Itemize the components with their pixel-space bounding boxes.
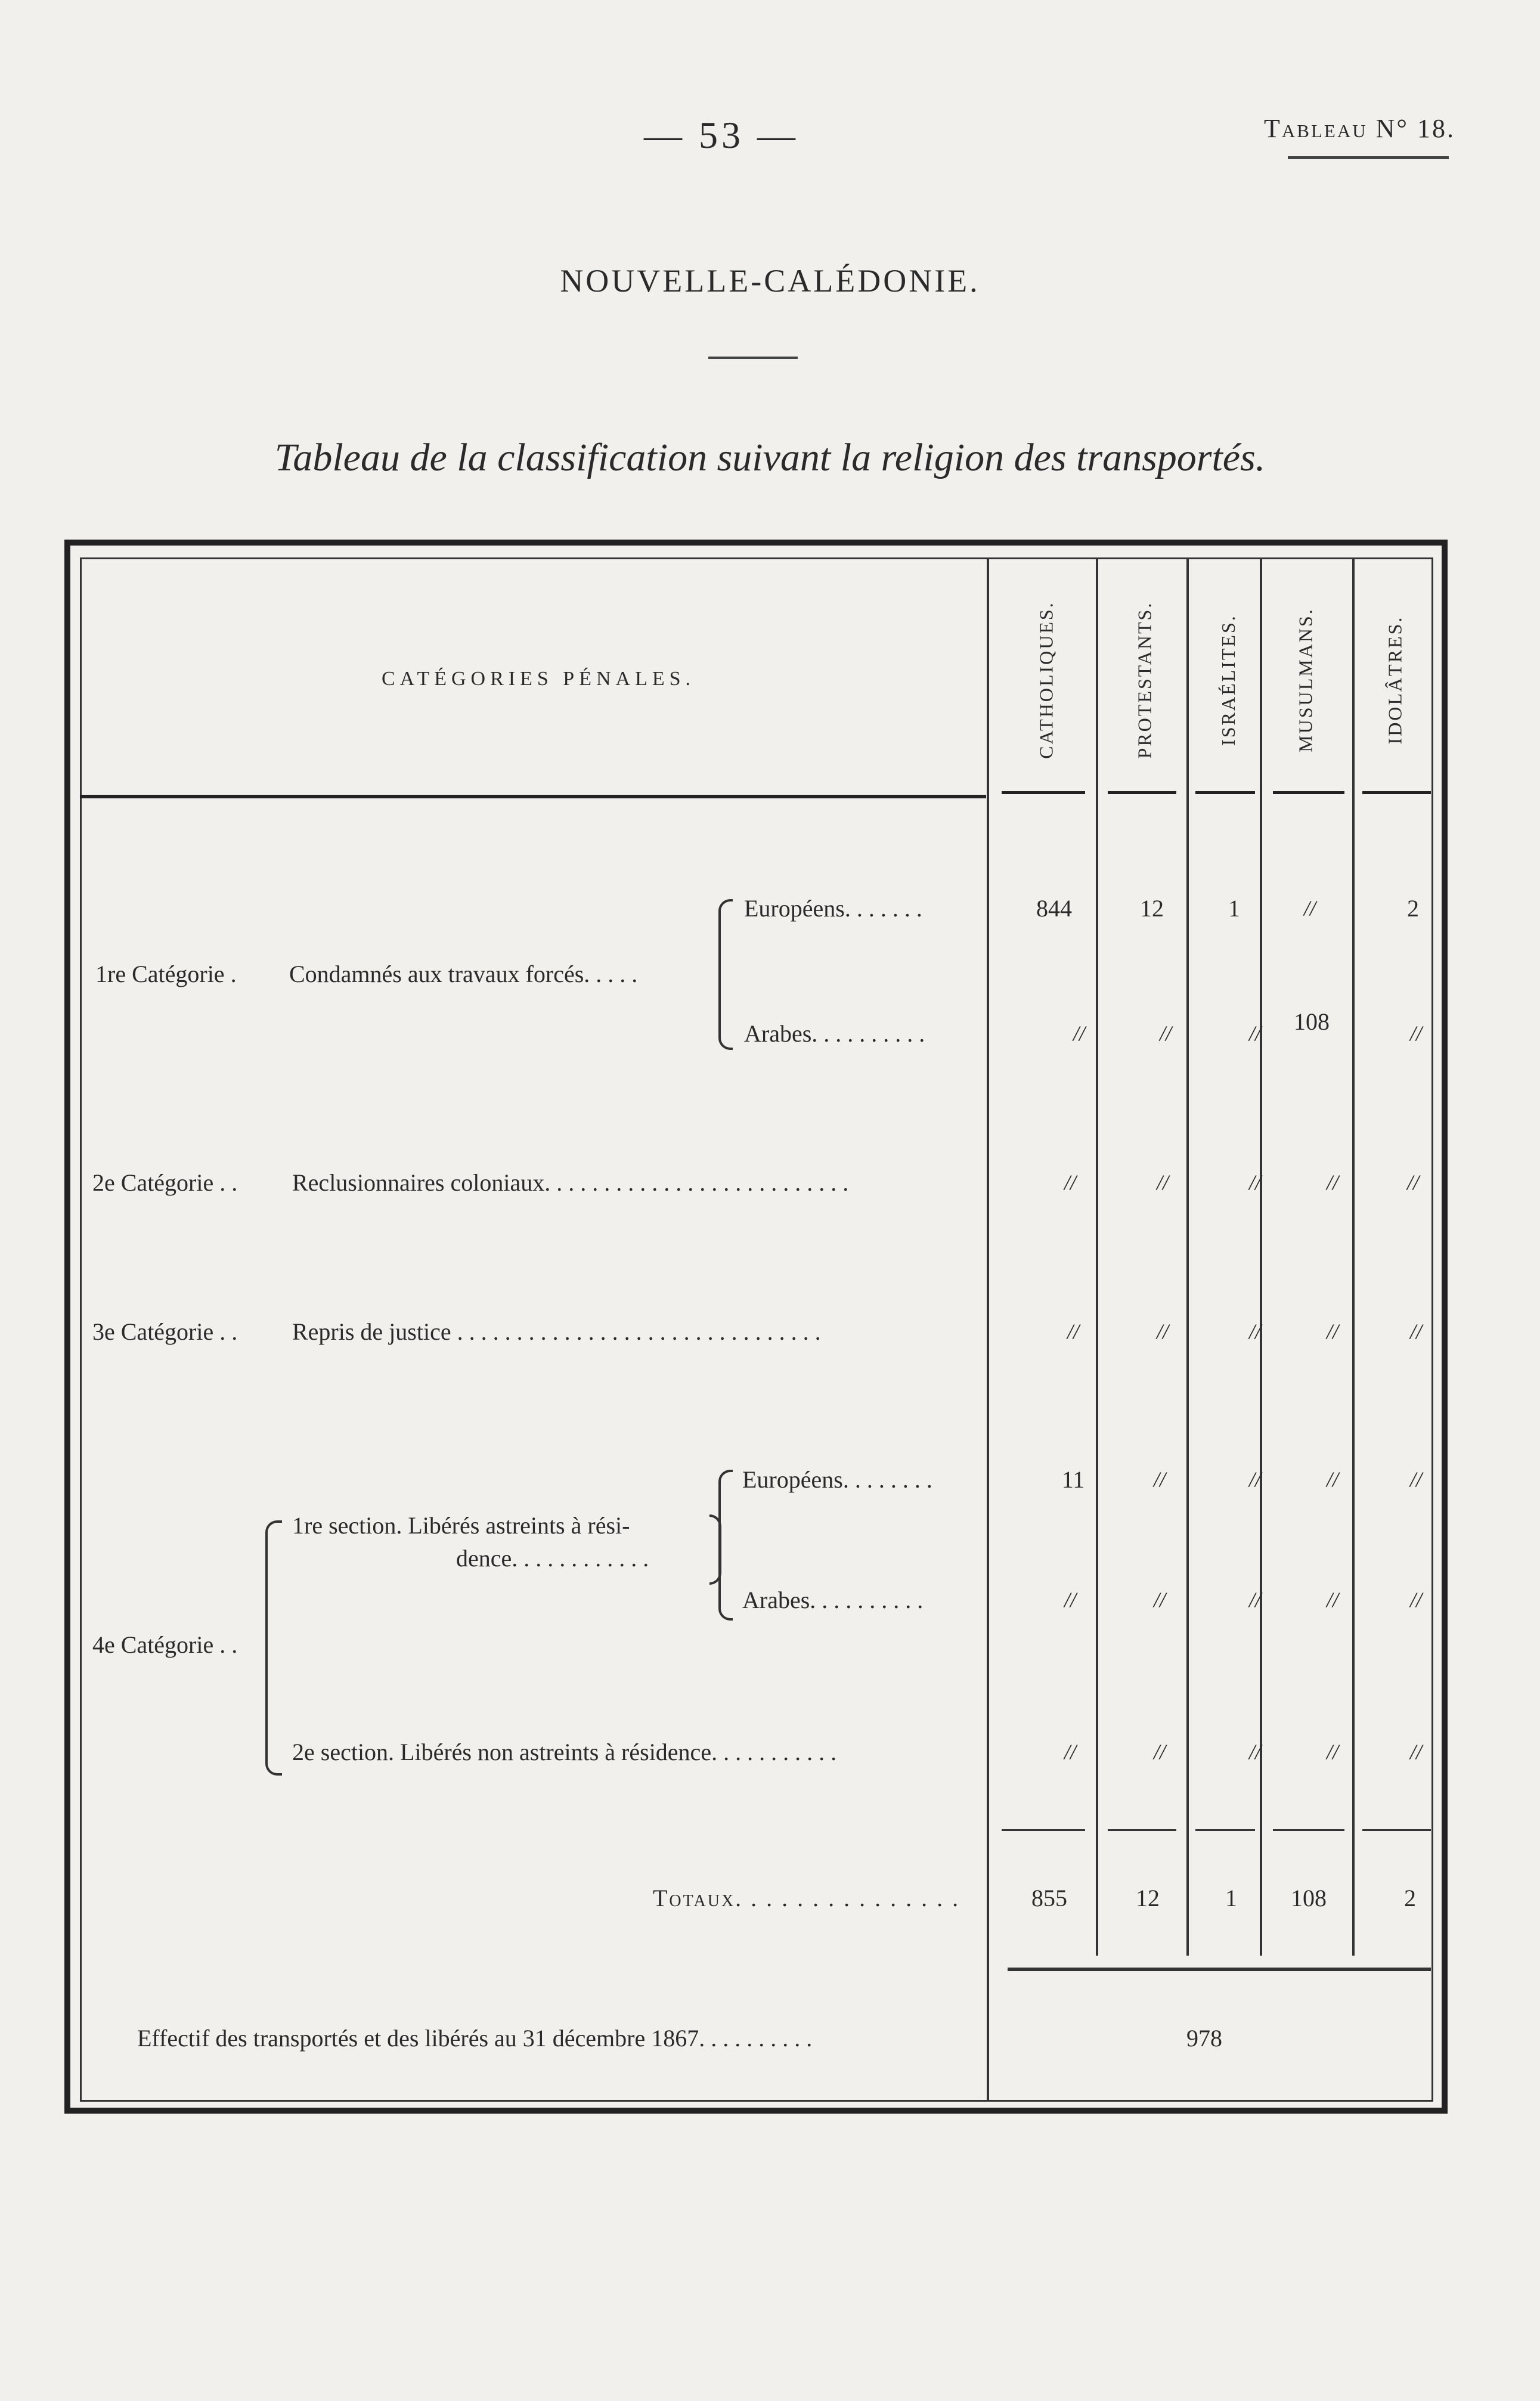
- cell-value: //: [1153, 1740, 1166, 1764]
- title-rule: [708, 357, 798, 359]
- section2-label: 2e section. Libérés non astreints à résidence. . . . . . . . . . .: [292, 1739, 837, 1765]
- cell-value: //: [1064, 1588, 1076, 1612]
- cell-value: 11: [1061, 1466, 1085, 1493]
- category-label-4: 4e Catégorie . .: [92, 1631, 238, 1658]
- cell-value: 108: [1294, 1008, 1330, 1035]
- subrow-label: Arabes. . . . . . . . . .: [742, 1587, 924, 1613]
- totals-rule: [1273, 1829, 1344, 1831]
- category-description-2: Reclusionnaires coloniaux. . . . . . . . . . . . . . . . . . . . . . . . . .: [292, 1169, 849, 1196]
- cell-value: //: [1153, 1467, 1166, 1491]
- cell-value: //: [1303, 896, 1316, 920]
- cell-value: //: [1064, 1740, 1076, 1764]
- cell-value: //: [1409, 1319, 1422, 1343]
- brace-4: [265, 1520, 282, 1776]
- brace-1: [718, 899, 733, 1050]
- category-label-2: 2e Catégorie . .: [92, 1169, 238, 1196]
- category-column-header: CATÉGORIES PÉNALES.: [382, 668, 696, 690]
- table-number-label: Tableau N° 18.: [1264, 114, 1455, 143]
- subrow-label: Européens. . . . . . .: [744, 895, 922, 922]
- totals-rule: [1195, 1829, 1255, 1831]
- cell-value: //: [1156, 1170, 1169, 1194]
- header-rule: [80, 795, 986, 798]
- cell-value: //: [1409, 1588, 1422, 1612]
- total-israelites: 1: [1225, 1885, 1237, 1911]
- cell-value: 12: [1140, 895, 1164, 922]
- header-rule: [1362, 791, 1431, 794]
- cell-value: //: [1248, 1319, 1261, 1343]
- column-header-catholiques: CATHOLIQUES.: [1035, 600, 1057, 759]
- total-idolatres: 2: [1404, 1885, 1416, 1911]
- column-header-idolatres: IDOLÂTRES.: [1384, 615, 1406, 744]
- cell-value: //: [1326, 1740, 1338, 1764]
- cell-value: //: [1409, 1021, 1422, 1045]
- table-number-underline: [1288, 156, 1449, 159]
- effectif-label: Effectif des transportés et des libérés au 31 décembre 1867. . . . . . . . . .: [137, 2025, 813, 2052]
- column-header-israelites: ISRAÉLITES.: [1217, 614, 1239, 746]
- cell-value: //: [1409, 1740, 1422, 1764]
- cell-value: //: [1156, 1319, 1169, 1343]
- section1-label-continued: dence. . . . . . . . . . . .: [456, 1545, 649, 1572]
- cell-value: //: [1248, 1021, 1261, 1045]
- cell-value: 2: [1407, 895, 1419, 922]
- page-number: — 53 —: [644, 114, 799, 156]
- cell-value: //: [1248, 1467, 1261, 1491]
- cell-value: //: [1064, 1170, 1076, 1194]
- cell-value: //: [1159, 1021, 1172, 1045]
- cell-value: 844: [1036, 895, 1072, 922]
- column-header-musulmans: MUSULMANS.: [1294, 607, 1316, 752]
- cell-value: //: [1248, 1740, 1261, 1764]
- effectif-rule: [1008, 1968, 1431, 1971]
- cell-value: 1: [1228, 895, 1240, 922]
- column-divider: [987, 557, 989, 2102]
- cell-value: //: [1067, 1319, 1079, 1343]
- subrow-label: Arabes. . . . . . . . . .: [744, 1020, 925, 1047]
- category-label-1: 1re Catégorie .: [95, 961, 237, 987]
- header-rule: [1195, 791, 1255, 794]
- cell-value: //: [1248, 1170, 1261, 1194]
- effectif-value: 978: [1186, 2025, 1222, 2052]
- brace-section1: [718, 1470, 733, 1621]
- cell-value: //: [1153, 1588, 1166, 1612]
- header-rule: [1108, 791, 1176, 794]
- category-description-1: Condamnés aux travaux forcés. . . . .: [289, 961, 638, 987]
- total-musulmans: 108: [1291, 1885, 1327, 1911]
- totals-rule: [1362, 1829, 1431, 1831]
- totals-rule: [1002, 1829, 1085, 1831]
- cell-value: //: [1406, 1170, 1419, 1194]
- cell-value: //: [1326, 1170, 1338, 1194]
- total-protestants: 12: [1136, 1885, 1160, 1911]
- cell-value: //: [1409, 1467, 1422, 1491]
- cell-value: //: [1248, 1588, 1261, 1612]
- subrow-label: Européens. . . . . . . .: [742, 1466, 932, 1493]
- category-label-3: 3e Catégorie . .: [92, 1318, 238, 1345]
- totals-label: Totaux. . . . . . . . . . . . . . .: [653, 1885, 960, 1911]
- page-title: NOUVELLE-CALÉDONIE.: [560, 263, 980, 299]
- cell-value: //: [1326, 1467, 1338, 1491]
- totals-rule: [1108, 1829, 1176, 1831]
- category-description-3: Repris de justice . . . . . . . . . . . . . . . . . . . . . . . . . . . . . . .: [292, 1318, 821, 1345]
- cell-value: //: [1073, 1021, 1085, 1045]
- cell-value: //: [1326, 1319, 1338, 1343]
- cell-value: //: [1326, 1588, 1338, 1612]
- section1-label: 1re section. Libérés astreints à rési-: [292, 1512, 630, 1539]
- header-rule: [1273, 791, 1344, 794]
- header-rule: [1002, 791, 1085, 794]
- total-catholiques: 855: [1031, 1885, 1067, 1911]
- column-header-protestants: PROTESTANTS.: [1133, 601, 1155, 758]
- table-subtitle: Tableau de la classification suivant la religion des transportés.: [274, 436, 1266, 479]
